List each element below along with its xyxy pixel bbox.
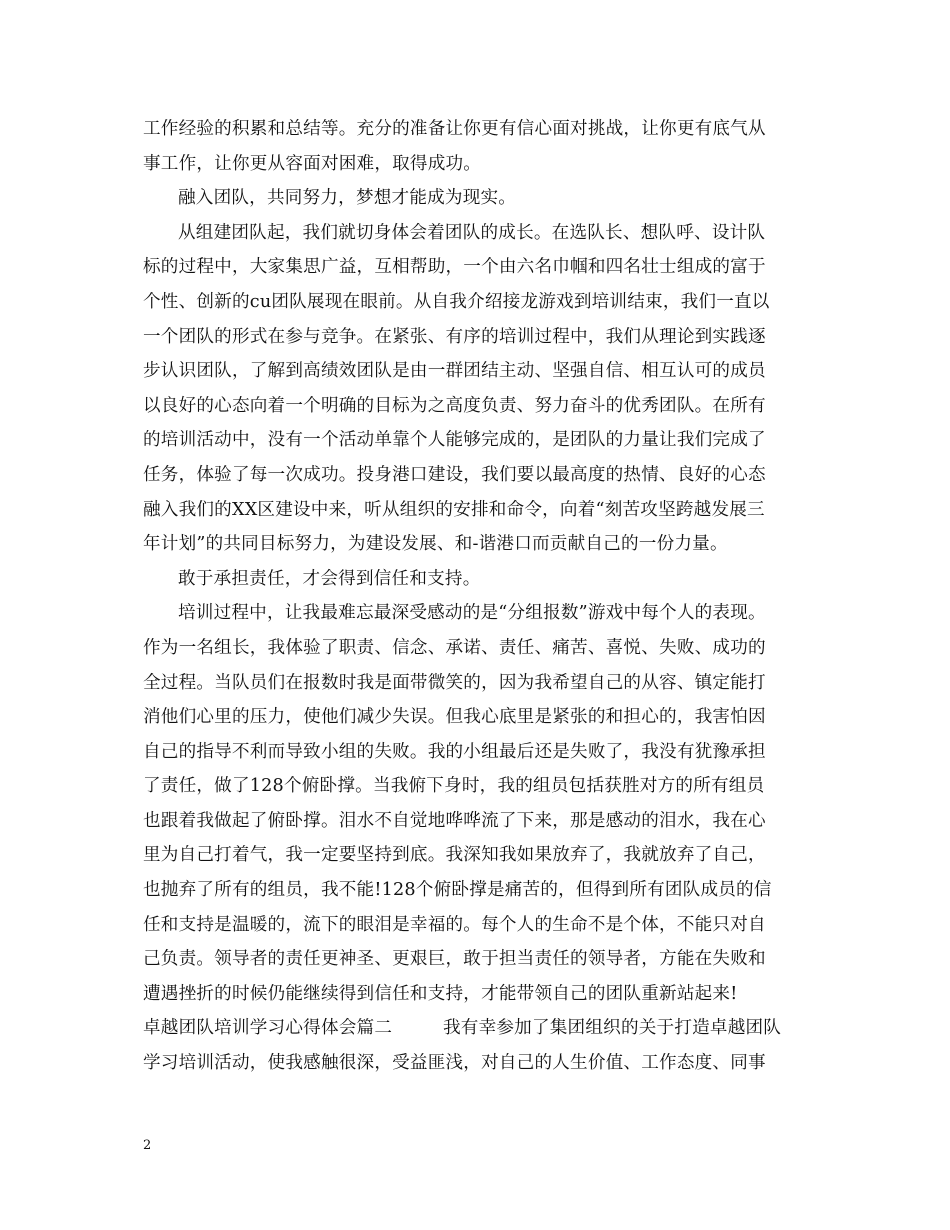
text-line: 消他们心里的压力，使他们减少失误。但我心底里是紧张的和担心的，我害怕因 — [143, 707, 766, 728]
text-line: 也抛弃了所有的组员，我不能!128个俯卧撑是痛苦的，但得到所有团队成员的信 — [143, 880, 772, 901]
text-line: 步认识团队，了解到高绩效团队是由一群团结主动、坚强自信、相互认可的成员 — [143, 361, 766, 382]
text-line: 任务，体验了每一次成功。投身港口建设，我们要以最高度的热情、良好的心态 — [143, 464, 766, 485]
text-line: 标的过程中，大家集思广益，互相帮助，一个由六名巾帼和四名壮士组成的富于 — [143, 257, 766, 278]
text-line: 任和支持是温暖的，流下的眼泪是幸福的。每个人的生命不是个体，不能只对自 — [143, 914, 766, 935]
text-line: 里为自己打着气，我一定要坚持到底。我深知我如果放弃了，我就放弃了自己， — [143, 845, 766, 866]
text-line: 作为一名组长，我体验了职责、信念、承诺、责任、痛苦、喜悦、失败、成功的 — [143, 637, 766, 658]
text-line: 己负责。领导者的责任更神圣、更艰巨，敢于担当责任的领导者，方能在失败和 — [143, 949, 766, 970]
text-line: 遭遇挫折的时候仍能继续得到信任和支持，才能带领自己的团队重新站起来! — [143, 983, 738, 1004]
text-line: 培训过程中，让我最难忘最深受感动的是“分组报数”游戏中每个人的表现。 — [178, 603, 766, 624]
body-text — [143, 112, 823, 1081]
text-line: 从组建团队起，我们就切身体会着团队的成长。在选队长、想队呼、设计队 — [178, 222, 766, 243]
section-heading-line — [143, 1011, 823, 1046]
text-line: 以良好的心态向着一个明确的目标为之高度负责、努力奋斗的优秀团队。在所有 — [143, 395, 766, 416]
text-line: 个性、创新的cu团队展现在眼前。从自我介绍接龙游戏到培训结束，我们一直以 — [143, 291, 770, 312]
text-line: 也跟着我做起了俯卧撑。泪水不自觉地哗哗流了下来，那是感动的泪水，我在心 — [143, 810, 766, 831]
paragraph-heading: 敢于承担责任，才会得到信任和支持。 — [178, 568, 481, 589]
page-number: 2 — [143, 1138, 152, 1153]
text-line: 了责任，做了128个俯卧撑。当我俯下身时，我的组员包括获胜对方的所有组员 — [143, 776, 765, 797]
text-line: 事工作，让你更从容面对困难，取得成功。 — [143, 153, 482, 174]
text-line: 学习培训活动，使我感触很深，受益匪浅，对自己的人生价值、工作态度、同事 — [143, 1053, 766, 1074]
text-line: 全过程。当队员们在报数时我是面带微笑的，因为我希望自己的从容、镇定能打 — [143, 672, 766, 693]
text-line: 自己的指导不利而导致小组的失败。我的小组最后还是失败了，我没有犹豫承担 — [143, 741, 766, 762]
text-line: 年计划”的共同目标努力，为建设发展、和-谐港口而贡献自己的一份力量。 — [143, 534, 728, 555]
text-line: 工作经验的积累和总结等。充分的准备让你更有信心面对挑战，让你更有底气从 — [143, 119, 766, 139]
section-first-line: 我有幸参加了集团组织的关于打造卓越团队 — [443, 1018, 782, 1039]
paragraph-heading: 融入团队，共同努力，梦想才能成为现实。 — [178, 188, 517, 209]
text-line: 的培训活动中，没有一个活动单靠个人能够完成的，是团队的力量让我们完成了 — [143, 430, 766, 451]
section-heading: 卓越团队培训学习心得体会篇二 — [143, 1018, 393, 1039]
text-line: 融入我们的XX区建设中来，听从组织的安排和命令，向着“刻苦攻坚跨越发展三 — [143, 499, 765, 520]
text-line: 一个团队的形式在参与竞争。在紧张、有序的培训过程中，我们从理论到实践逐 — [143, 326, 766, 347]
